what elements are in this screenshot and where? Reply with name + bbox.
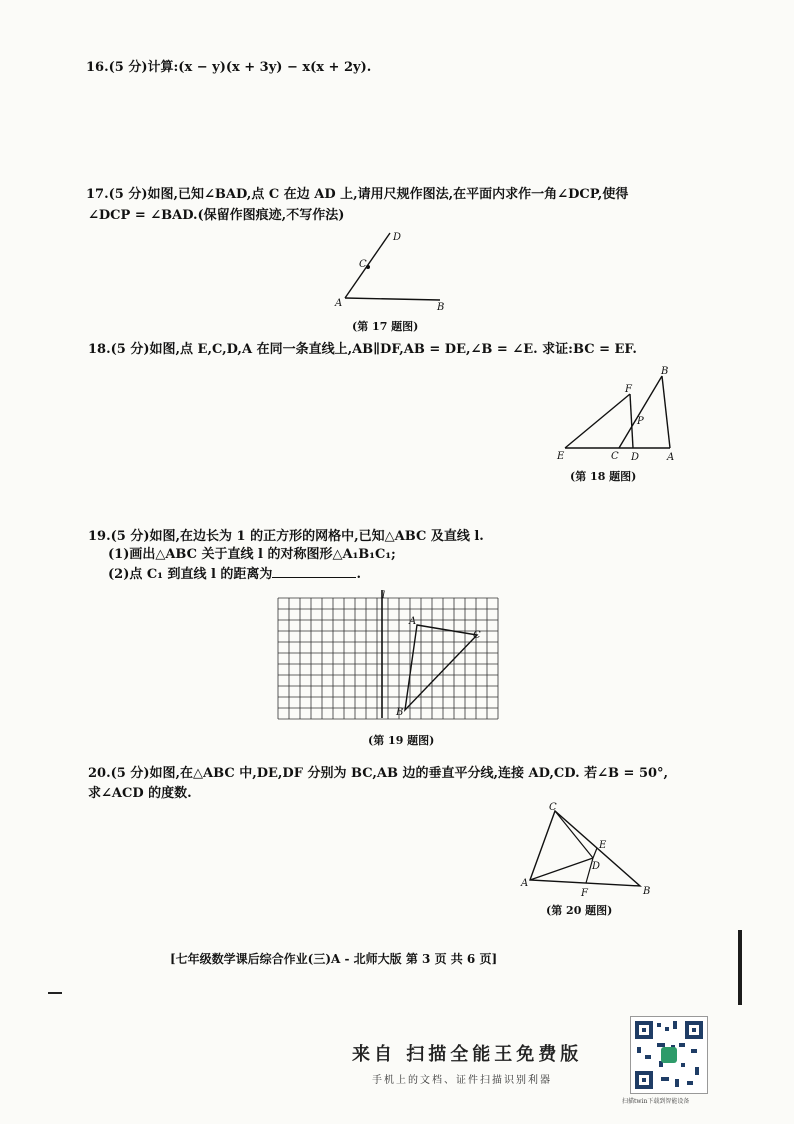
scan-dash-mark bbox=[48, 992, 62, 994]
qr-code[interactable] bbox=[630, 1016, 708, 1094]
label-l: l bbox=[382, 590, 386, 601]
label-e: E bbox=[599, 840, 607, 851]
label-d: D bbox=[631, 452, 640, 463]
watermark-subtitle: 手机上的文档、证件扫描识别利器 bbox=[372, 1075, 552, 1086]
qr-pattern bbox=[631, 1017, 707, 1093]
segment-ef bbox=[565, 394, 630, 448]
question-20-line1: 20.(5 分)如图,在△ABC 中,DE,DF 分别为 BC,AB 边的垂直平分线,连接 AD,CD. 若∠B = 50°, bbox=[88, 766, 669, 781]
question-19-part2 bbox=[108, 565, 361, 585]
caption-18: (第 18 题图) bbox=[570, 470, 637, 483]
label-a: A bbox=[667, 452, 675, 463]
question-19: 19.(5 分)如图,在边长为 1 的正方形的网格中,已知△ABC 及直线 l. bbox=[88, 529, 484, 544]
label-c: C bbox=[473, 630, 481, 641]
question-18: 18.(5 分)如图,点 E,C,D,A 在同一条直线上,AB∥DF,AB = DE,∠B = ∠E. 求证:BC = EF. bbox=[88, 342, 637, 357]
label-c: C bbox=[549, 802, 557, 813]
watermark-title: 来自 扫描全能王免费版 bbox=[352, 1044, 583, 1065]
part2-text: (2)点 C₁ 到直线 l 的距离为 bbox=[108, 567, 273, 582]
figure-19-grid bbox=[272, 590, 504, 730]
question-19-part1: (1)画出△ABC 关于直线 l 的对称图形△A₁B₁C₁; bbox=[108, 547, 396, 562]
label-a: A bbox=[409, 616, 417, 627]
segment-ad bbox=[530, 858, 593, 880]
segment-ba bbox=[662, 376, 670, 448]
watermark-qr-caption: 扫描twin下载到智能设备 bbox=[622, 1098, 690, 1105]
label-a: A bbox=[335, 298, 343, 309]
label-c: C bbox=[359, 259, 367, 270]
caption-19: (第 19 题图) bbox=[368, 734, 435, 747]
segment-fd bbox=[630, 394, 633, 448]
label-c: C bbox=[611, 451, 619, 462]
label-d: D bbox=[592, 861, 601, 872]
label-f: F bbox=[625, 384, 632, 395]
scan-edge-mark bbox=[738, 930, 742, 1005]
label-b: B bbox=[643, 886, 651, 897]
label-p: P bbox=[637, 416, 644, 427]
caption-17: (第 17 题图) bbox=[352, 320, 419, 333]
label-b: B bbox=[437, 302, 445, 313]
question-17-line2: ∠DCP = ∠BAD.(保留作图痕迹,不写作法) bbox=[88, 208, 345, 223]
figure-17 bbox=[320, 226, 460, 314]
segment-de bbox=[593, 848, 597, 858]
segment-cd bbox=[555, 811, 593, 858]
grid-lines bbox=[278, 598, 498, 719]
question-20-line2: 求∠ACD 的度数. bbox=[88, 786, 192, 801]
part2-end: . bbox=[356, 567, 361, 582]
question-17-line1: 17.(5 分)如图,已知∠BAD,点 C 在边 AD 上,请用尺规作图法,在平面内求作一角∠DCP,使得 bbox=[86, 187, 629, 202]
figure-18 bbox=[555, 362, 685, 464]
label-b: B bbox=[396, 707, 404, 718]
label-a: A bbox=[521, 878, 529, 889]
figure-20 bbox=[515, 800, 660, 900]
label-f: F bbox=[581, 888, 588, 899]
answer-blank[interactable] bbox=[272, 565, 356, 578]
caption-20: (第 20 题图) bbox=[546, 904, 613, 917]
page-footer: [七年级数学课后综合作业(三)A - 北师大版 第 3 页 共 6 页] bbox=[170, 952, 498, 966]
ray-ab bbox=[345, 298, 440, 300]
label-e: E bbox=[557, 451, 565, 462]
label-b: B bbox=[661, 366, 669, 377]
label-d: D bbox=[393, 232, 402, 243]
question-16: 16.(5 分)计算:(x − y)(x + 3y) − x(x + 2y). bbox=[86, 60, 372, 75]
